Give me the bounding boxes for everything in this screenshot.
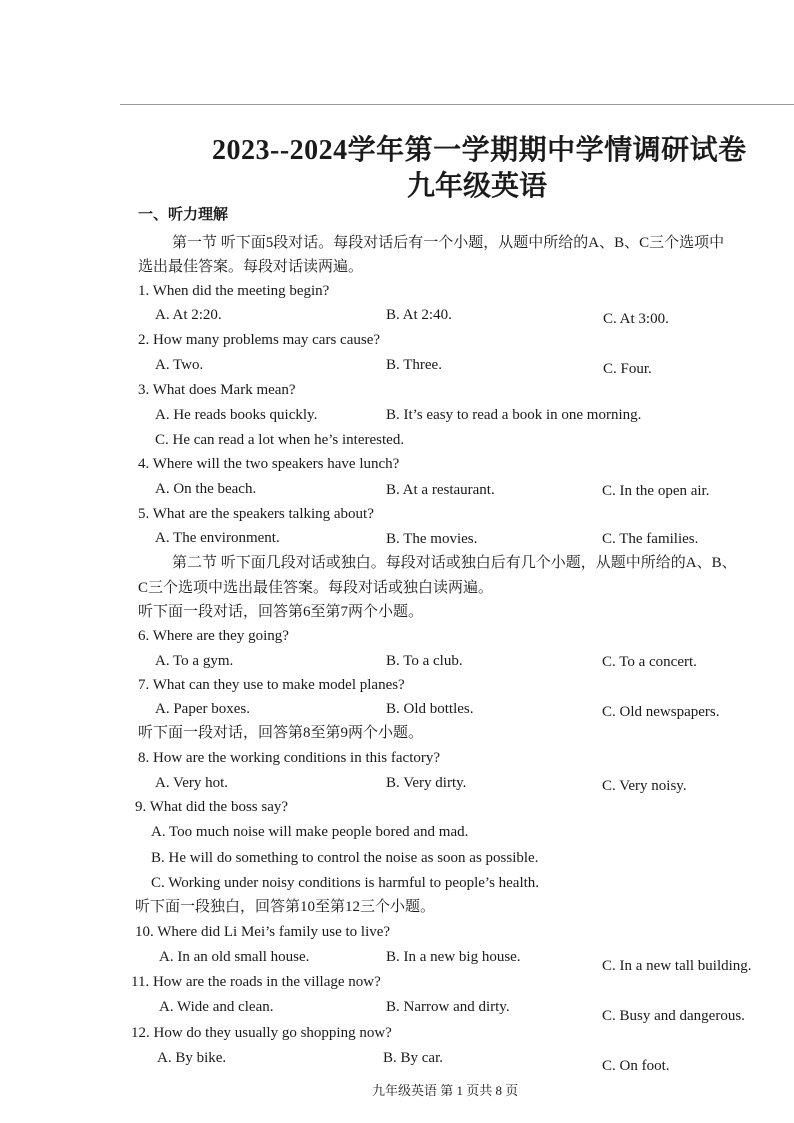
option-c: C. Working under noisy conditions is harmful to people’s health. [151, 875, 540, 891]
section-heading: 一、听力理解 [138, 207, 229, 223]
question-stem: 4. Where will the two speakers have lunch? [138, 456, 400, 472]
option-c: C. In the open air. [602, 483, 710, 499]
option-b: B. Very dirty. [386, 775, 467, 791]
option-b: B. Three. [386, 357, 442, 373]
option-c: C. Four. [603, 361, 652, 377]
option-a: A. In an old small house. [159, 949, 310, 965]
question-stem: 7. What can they use to make model planes? [138, 677, 405, 693]
option-c: C. Very noisy. [602, 778, 687, 794]
part1-instructions-cont: 选出最佳答案。每段对话读两遍。 [138, 259, 364, 275]
dialogue-instruction: 听下面一段对话，回答第8至第9两个小题。 [138, 725, 424, 741]
option-b: B. Old bottles. [386, 701, 474, 717]
part2-instructions-cont: C三个选项中选出最佳答案。每段对话或独白读两遍。 [138, 580, 494, 596]
option-c: C. He can read a lot when he’s interested. [155, 432, 405, 448]
option-a: A. By bike. [157, 1050, 227, 1066]
option-a: A. To a gym. [155, 653, 234, 669]
option-b: B. Narrow and dirty. [386, 999, 510, 1015]
question-stem: 12. How do they usually go shopping now? [131, 1025, 392, 1041]
question-stem: 2. How many problems may cars cause? [138, 332, 381, 348]
option-a: A. He reads books quickly. [155, 407, 318, 423]
question-stem: 9. What did the boss say? [135, 799, 289, 815]
page-footer: 九年级英语 第 1 页共 8 页 [372, 1083, 519, 1098]
dialogue-instruction: 听下面一段对话，回答第6至第7两个小题。 [138, 604, 424, 620]
question-stem: 6. Where are they going? [138, 628, 289, 644]
exam-title: 2023--2024学年第一学期期中学情调研试卷 [212, 135, 747, 166]
question-stem: 8. How are the working conditions in this factory? [138, 750, 441, 766]
option-c: C. Busy and dangerous. [602, 1008, 745, 1024]
option-c: C. On foot. [602, 1058, 670, 1074]
option-c: C. In a new tall building. [602, 958, 752, 974]
option-a: A. Very hot. [155, 775, 229, 791]
option-a: A. The environment. [155, 530, 280, 546]
exam-subject: 九年级英语 [407, 171, 548, 202]
question-stem: 5. What are the speakers talking about? [138, 506, 374, 522]
option-b: B. By car. [383, 1050, 443, 1066]
part2-instructions: 第二节 听下面几段对话或独白。每段对话或独白后有几个小题，从题中所给的A、B、 [172, 555, 737, 571]
option-c: C. Old newspapers. [602, 704, 720, 720]
option-b: B. At a restaurant. [386, 482, 495, 498]
option-b: B. To a club. [386, 653, 463, 669]
question-stem: 1. When did the meeting begin? [138, 283, 330, 299]
monologue-instruction: 听下面一段独白，回答第10至第12三个小题。 [135, 899, 436, 915]
option-a: A. Too much noise will make people bored and mad. [151, 824, 469, 840]
option-c: C. The families. [602, 531, 699, 547]
option-a: A. Paper boxes. [155, 701, 250, 717]
part1-instructions: 第一节 听下面5段对话。每段对话后有一个小题，从题中所给的A、B、C三个选项中 [172, 235, 725, 251]
option-c: C. At 3:00. [603, 311, 669, 327]
option-b: B. It’s easy to read a book in one morning. [386, 407, 642, 423]
question-stem: 10. Where did Li Mei’s family use to live? [135, 924, 391, 940]
option-b: B. The movies. [386, 531, 478, 547]
option-a: A. At 2:20. [155, 307, 222, 323]
option-a: A. On the beach. [155, 481, 257, 497]
option-b: B. At 2:40. [386, 307, 452, 323]
option-a: A. Wide and clean. [159, 999, 274, 1015]
question-stem: 11. How are the roads in the village now? [131, 974, 381, 990]
option-a: A. Two. [155, 357, 204, 373]
top-divider [120, 104, 794, 105]
question-stem: 3. What does Mark mean? [138, 382, 296, 398]
option-b: B. In a new big house. [386, 949, 521, 965]
option-b: B. He will do something to control the noise as soon as possible. [151, 850, 539, 866]
option-c: C. To a concert. [602, 654, 697, 670]
